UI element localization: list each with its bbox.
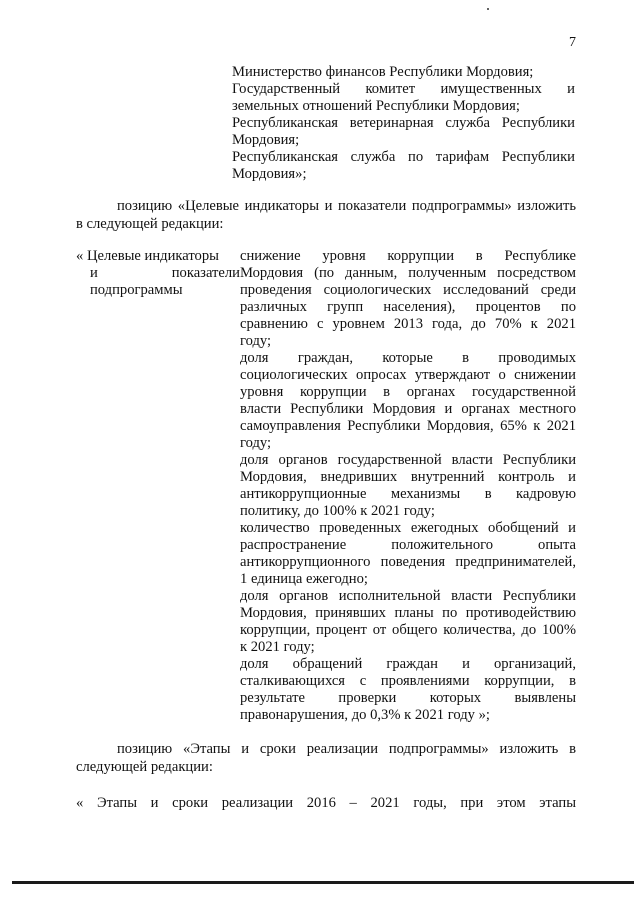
indicator-line: году;	[240, 333, 272, 349]
indicator-line: Мордовия, принявших планы по противодействию	[240, 605, 576, 621]
indicator-line: коррупции, процент от общего количества, до 100%	[240, 622, 576, 638]
indicator-line: распространение положительного опыта	[240, 537, 576, 553]
indicator-line: антикоррупционные механизмы в кадровую	[240, 486, 576, 502]
indicator-line: году;	[240, 435, 272, 451]
indicator-line: проведения социологических исследований среди	[240, 282, 576, 298]
indicator-line: к 2021 году;	[240, 639, 315, 655]
indicator-line: антикоррупционного поведения предпринимателей,	[240, 554, 576, 570]
indicator-line: сталкивающихся с проявлениями коррупции, в	[240, 673, 576, 689]
indicator-line: различных групп населения), процентов по	[240, 299, 576, 315]
signatory-line: Республиканская ветеринарная служба Республики	[232, 115, 575, 131]
signatory-line: Государственный комитет имущественных и	[232, 81, 575, 97]
instruction-1-line-1: позицию «Целевые индикаторы и показатели подпрограммы» изложить	[117, 198, 576, 214]
indicator-line: уровня коррупции в органах государственной	[240, 384, 576, 400]
indicator-line: политику, до 100% к 2021 году;	[240, 503, 435, 519]
indicator-line: Мордовия, внедривших внутренний контроль и	[240, 469, 576, 485]
indicator-line: сравнению с уровнем 2013 года, до 70% к 2021	[240, 316, 576, 332]
signatory-line: Министерство финансов Республики Мордовия;	[232, 64, 534, 80]
indicator-line: количество проведенных ежегодных обобщений и	[240, 520, 576, 536]
indicator-line: власти Республики Мордовия и органах местного	[240, 401, 576, 417]
indicator-line: доля органов исполнительной власти Республики	[240, 588, 576, 604]
label-line: и показатели	[90, 265, 240, 281]
indicator-line: 1 единица ежегодно;	[240, 571, 368, 587]
label-line: подпрограммы	[90, 282, 183, 298]
scan-bottom-edge	[12, 881, 634, 884]
indicator-line: результате проверки которых выявлены	[240, 690, 576, 706]
signatory-line: земельных отношений Республики Мордовия;	[232, 98, 520, 114]
stages-line: « Этапы и сроки реализации 2016 – 2021 годы, при этом этапы	[76, 795, 576, 811]
instruction-2-line-2: следующей редакции:	[76, 759, 213, 775]
indicator-line: доля органов государственной власти Республики	[240, 452, 576, 468]
signatory-line: Мордовия»;	[232, 166, 307, 182]
indicator-line: социологических опросах утверждают о снижении	[240, 367, 576, 383]
instruction-1-line-2: в следующей редакции:	[76, 216, 224, 232]
label-line: « Целевые индикаторы	[76, 248, 219, 264]
indicator-line: Мордовия (по данным, полученным посредством	[240, 265, 576, 281]
indicator-line: доля граждан, которые в проводимых	[240, 350, 576, 366]
instruction-2-line-1: позицию «Этапы и сроки реализации подпрограммы» изложить в	[117, 741, 576, 757]
indicator-line: самоуправления Республики Мордовия, 65% к 2021	[240, 418, 576, 434]
indicator-line: снижение уровня коррупции в Республике	[240, 248, 576, 264]
indicator-line: правонарушения, до 0,3% к 2021 году »;	[240, 707, 490, 723]
signatory-line: Мордовия;	[232, 132, 300, 148]
indicator-line: доля обращений граждан и организаций,	[240, 656, 576, 672]
page-number: 7	[569, 35, 576, 50]
signatory-line: Республиканская служба по тарифам Республики	[232, 149, 575, 165]
scan-speck	[487, 8, 489, 10]
